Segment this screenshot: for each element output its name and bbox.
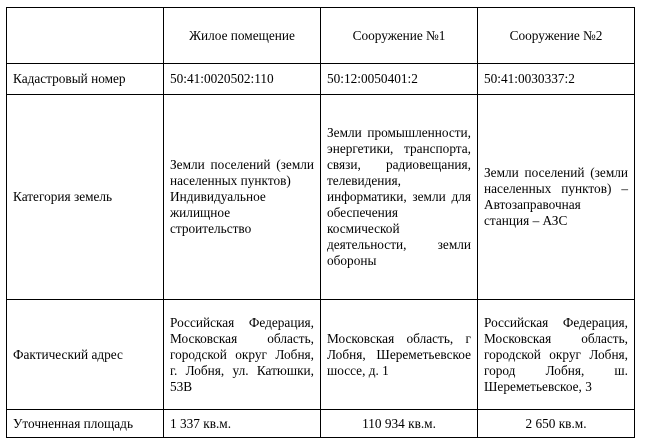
area-structure-1: 110 934 кв.м. <box>362 415 436 431</box>
header-structure-1-label: Сооружение №1 <box>352 27 446 43</box>
row-label-cell <box>7 64 164 95</box>
address-cell-structure-2 <box>478 300 635 410</box>
cadastral-number-structure-2: 50:41:0030337:2 <box>484 71 575 86</box>
header-cell-structure-2 <box>478 8 635 64</box>
land-category-cell-structure-2 <box>478 95 635 300</box>
area-structure-2: 2 650 кв.м. <box>525 415 587 431</box>
header-structure-2-label: Сооружение №2 <box>509 27 603 43</box>
cadastral-cell-residential <box>164 64 321 95</box>
cadastral-number-label: Кадастровый номер <box>13 71 126 86</box>
land-category-structure-2: Земли поселений (земли населенных пунктов) – Автозаправочная станция – АЗС <box>484 165 628 228</box>
area-residential: 1 337 кв.м. <box>170 415 232 431</box>
table-row-actual-address <box>7 300 635 410</box>
table-row-specified-area <box>7 410 635 438</box>
address-cell-residential <box>164 300 321 410</box>
row-label-cell <box>7 410 164 438</box>
land-category-cell-structure-1 <box>321 95 478 300</box>
property-comparison-table <box>6 7 635 438</box>
area-cell-structure-1 <box>321 410 478 438</box>
cadastral-cell-structure-2 <box>478 64 635 95</box>
land-category-structure-1: Земли промышленности, энергетики, транспорта, связи, радиовещания, телевидения, информатики, земли для обеспечения космической деятельности, земли обороны <box>327 125 471 268</box>
table-row-land-category <box>7 95 635 300</box>
specified-area-label: Уточненная площадь <box>13 415 134 431</box>
cadastral-cell-structure-1 <box>321 64 478 95</box>
header-cell-structure-1 <box>321 8 478 64</box>
row-label-cell <box>7 95 164 300</box>
address-structure-2: Российская Федерация, Московская область, городской округ Лобня, город Лобня, ш. Шереметьевское, 3 <box>484 314 628 394</box>
header-cell-empty <box>7 8 164 64</box>
cadastral-number-structure-1: 50:12:0050401:2 <box>327 71 418 86</box>
table-row-cadastral-number <box>7 64 635 95</box>
address-residential: Российская Федерация, Московская область, городской округ Лобня, г. Лобня, ул. Катюшки, 53В <box>170 314 314 394</box>
table-header-row <box>7 8 635 64</box>
land-category-residential: Земли поселений (земли населенных пунктов) Индивидуальное жилищное строительство <box>170 157 314 236</box>
row-label-cell <box>7 300 164 410</box>
address-structure-1: Московская область, г Лобня, Шереметьевское шоссе, д. 1 <box>327 330 471 378</box>
header-cell-residential <box>164 8 321 64</box>
land-category-cell-residential <box>164 95 321 300</box>
cadastral-number-residential: 50:41:0020502:110 <box>170 71 274 86</box>
header-residential-label: Жилое помещение <box>189 27 295 43</box>
actual-address-label: Фактический адрес <box>13 346 123 362</box>
area-cell-structure-2 <box>478 410 635 438</box>
land-category-label: Категория земель <box>13 189 113 204</box>
address-cell-structure-1 <box>321 300 478 410</box>
area-cell-residential <box>164 410 321 438</box>
